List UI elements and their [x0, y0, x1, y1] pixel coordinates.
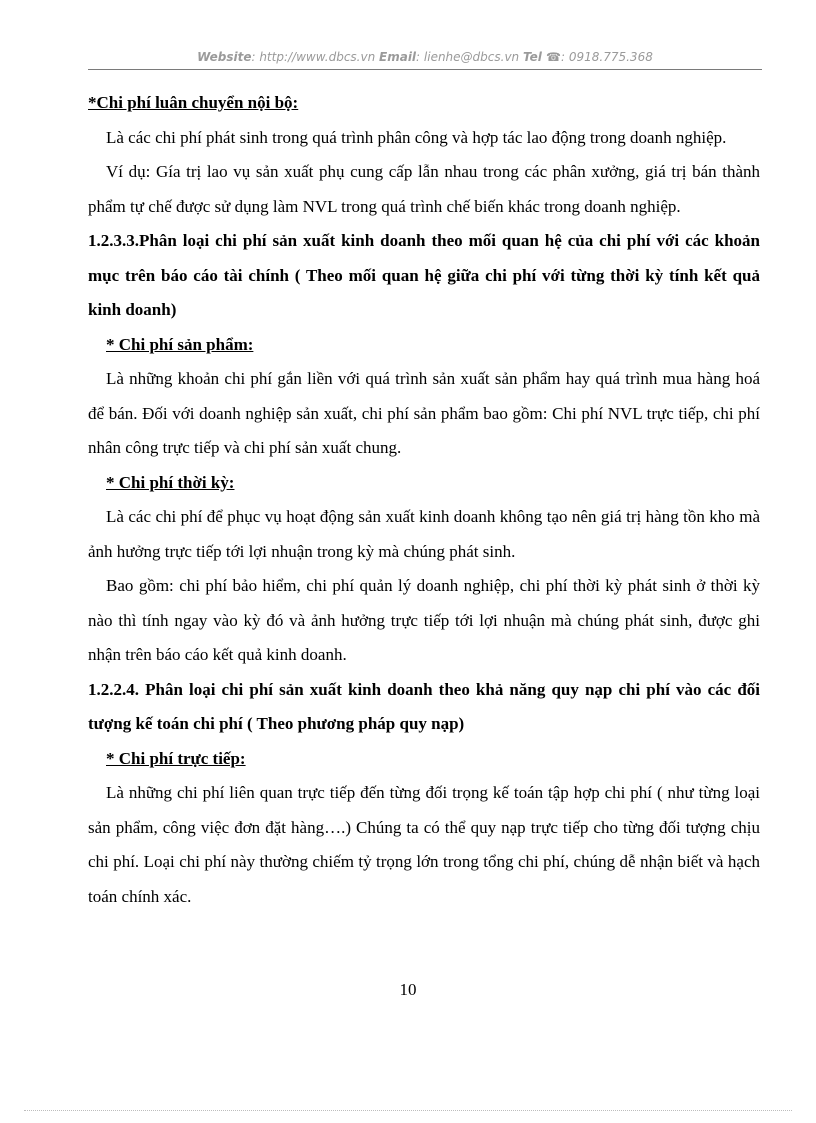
document-body	[88, 86, 760, 914]
paragraph: Là những khoản chi phí gắn liền với quá trình sản xuất sản phẩm hay quá trình mua hàng hoá để bán. Đối với doanh nghiệp sản xuất, chi phí sản phẩm bao gồm: Chi phí NVL trực tiếp, chi phí nhân công trực tiếp và chi phí sản xuất chung.	[88, 369, 760, 457]
heading-product-costs: * Chi phí sản phẩm:	[106, 334, 254, 354]
email-value: : lienhe@dbcs.vn	[416, 50, 520, 64]
paragraph: Là các chi phí phát sinh trong quá trình phân công và hợp tác lao động trong doanh nghiệp.	[106, 127, 727, 147]
paragraph: Bao gồm: chi phí bảo hiểm, chi phí quản lý doanh nghiệp, chi phí thời kỳ phát sinh ở thời kỳ nào thì tính ngay vào kỳ đó và ảnh hưởng trực tiếp tới lợi nhuận mà chúng phát sinh, được ghi nhận trên báo cáo kết quả kinh doanh.	[88, 576, 760, 664]
section-heading-1-2-2-4: 1.2.2.4. Phân loại chi phí sản xuất kinh doanh theo khả năng quy nạp chi phí vào các đối tượng kế toán chi phí ( Theo phương pháp quy nạp)	[88, 679, 760, 733]
bottom-rule	[24, 1110, 792, 1111]
tel-value: : 0918.775.368	[561, 50, 653, 64]
page-header	[88, 50, 762, 64]
tel-label: Tel ☎	[522, 50, 561, 64]
paragraph: Ví dụ: Gía trị lao vụ sản xuất phụ cung cấp lẫn nhau trong các phân xưởng, giá trị bán thành phẩm tự chế được sử dụng làm NVL trong quá trình chế biến khác trong doanh nghiệp.	[88, 162, 760, 216]
website-value: : http://www.dbcs.vn	[251, 50, 376, 64]
heading-direct-costs: * Chi phí trực tiếp:	[106, 748, 246, 768]
section-heading-1-2-3-3: 1.2.3.3.Phân loại chi phí sản xuất kinh doanh theo mối quan hệ của chi phí với các khoản mục trên báo cáo tài chính ( Theo mối quan hệ giữa chi phí với từng thời kỳ tính kết quả kinh doanh)	[88, 231, 760, 319]
heading-period-costs: * Chi phí thời kỳ:	[106, 472, 235, 492]
header-rule	[88, 69, 762, 70]
paragraph: Là các chi phí để phục vụ hoạt động sản xuất kinh doanh không tạo nên giá trị hàng tồn kho mà ảnh hưởng trực tiếp tới lợi nhuận trong kỳ mà chúng phát sinh.	[88, 507, 760, 561]
heading-internal-costs: *Chi phí luân chuyển nội bộ:	[88, 93, 299, 112]
page-number: 10	[399, 980, 417, 999]
email-label: Email	[379, 50, 417, 64]
website-label: Website	[197, 50, 252, 64]
paragraph: Là những chi phí liên quan trực tiếp đến từng đối trọng kế toán tập hợp chi phí ( như từng loại sản phẩm, công việc đơn đặt hàng….) Chúng ta có thể quy nạp trực tiếp cho từng đối tượng chịu chi phí. Loại chi phí này thường chiếm tỷ trọng lớn trong tổng chi phí, chúng dễ nhận biết và hạch toán chính xác.	[88, 783, 760, 906]
